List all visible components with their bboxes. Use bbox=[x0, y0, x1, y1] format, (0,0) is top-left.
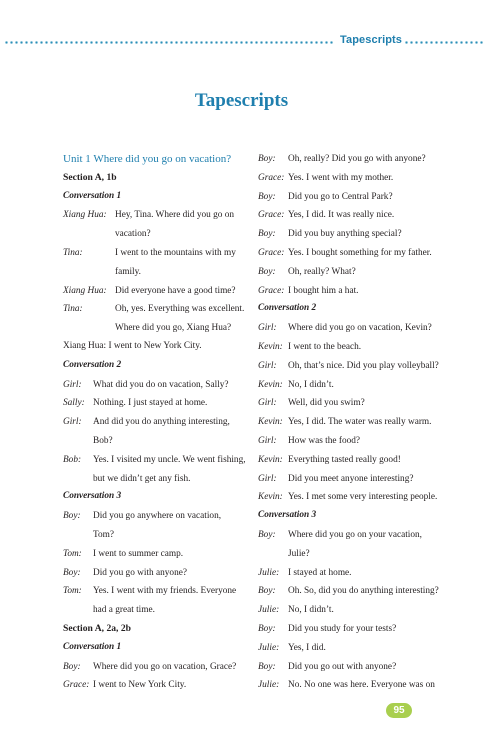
dialogue-text: Oh, really? Did you go with anyone? bbox=[288, 154, 426, 164]
dialogue-text: family. bbox=[115, 266, 141, 277]
conversation-heading: Conversation 3 bbox=[63, 491, 122, 502]
dialogue-line bbox=[258, 623, 458, 642]
dialogue-text: Yes, I did. bbox=[288, 642, 326, 653]
speaker-name: Girl: bbox=[63, 417, 82, 428]
dialogue-text: Well, did you swim? bbox=[288, 398, 365, 409]
dialogue-text: How was the food? bbox=[288, 435, 361, 446]
speaker-name: Tina: bbox=[63, 247, 83, 258]
speaker-name: Julie: bbox=[258, 642, 280, 653]
dialogue-text: Yes. I went with my mother. bbox=[288, 172, 394, 183]
dialogue-line bbox=[258, 153, 458, 172]
speaker-name: Boy: bbox=[258, 529, 276, 540]
dialogue-line bbox=[258, 604, 458, 623]
speaker-name: Kevin: bbox=[258, 454, 283, 465]
dialogue-text: Where did you go on vacation, Grace? bbox=[93, 661, 237, 672]
speaker-name: Xiang Hua: bbox=[63, 210, 107, 221]
conversation-heading: Conversation 2 bbox=[63, 359, 122, 370]
speaker-name: Kevin: bbox=[258, 492, 283, 503]
speaker-name: Girl: bbox=[63, 379, 82, 390]
unit-heading: Unit 1 Where did you go on vacation? bbox=[63, 153, 232, 165]
dialogue-line bbox=[63, 585, 251, 604]
conversation-heading: Conversation 1 bbox=[63, 641, 122, 652]
conversation-heading: Conversation 2 bbox=[258, 303, 317, 314]
dialogue-text: I went to the beach. bbox=[288, 341, 362, 352]
dialogue-line bbox=[63, 416, 251, 435]
speaker-name: Boy: bbox=[258, 661, 276, 672]
dialogue-line bbox=[258, 247, 458, 266]
dialogue-line bbox=[258, 642, 458, 661]
running-header-label: Tapescripts bbox=[340, 34, 403, 46]
dialogue-line bbox=[63, 397, 251, 416]
speaker-name: Xiang Hua: bbox=[63, 285, 107, 296]
dialogue-continuation bbox=[63, 473, 251, 492]
speaker-name: Grace: bbox=[258, 247, 285, 258]
dialogue-text: Julie? bbox=[288, 548, 310, 559]
dialogue-text: Hey, Tina. Where did you go on bbox=[115, 210, 235, 221]
dialogue-line bbox=[258, 435, 458, 454]
conversation-heading: Conversation 1 bbox=[63, 190, 122, 201]
dialogue-line bbox=[258, 397, 458, 416]
dialogue-text: I went to New York City. bbox=[93, 680, 187, 691]
speaker-name: Julie: bbox=[258, 605, 280, 616]
dialogue-text: I went to the mountains with my bbox=[115, 247, 236, 258]
dialogue-text: Did everyone have a good time? bbox=[115, 285, 236, 296]
dialogue-line bbox=[63, 567, 251, 586]
dialogue-line bbox=[258, 491, 458, 510]
dialogue-text: I went to summer camp. bbox=[93, 548, 184, 559]
speaker-name: Grace: bbox=[63, 680, 90, 691]
dialogue-line bbox=[258, 529, 458, 548]
dialogue-line bbox=[258, 285, 458, 304]
speaker-name: Tom: bbox=[63, 586, 82, 597]
dialogue-text: Yes. I met some very interesting people. bbox=[288, 492, 438, 503]
dialogue-text: Tom? bbox=[93, 529, 115, 540]
dialogue-line bbox=[258, 341, 458, 360]
dialogue-line bbox=[63, 510, 251, 529]
speaker-name: Grace: bbox=[258, 172, 285, 183]
dialogue-text: Where did you go, Xiang Hua? bbox=[115, 323, 232, 334]
dialogue-line bbox=[258, 172, 458, 191]
header-dots-right bbox=[404, 41, 483, 44]
dialogue-line bbox=[258, 567, 458, 586]
speaker-name: Kevin: bbox=[258, 341, 283, 352]
dialogue-text: Did you go out with anyone? bbox=[288, 661, 397, 672]
dialogue-text: vacation? bbox=[115, 229, 151, 240]
dialogue-line bbox=[258, 228, 458, 247]
dialogue-line bbox=[63, 661, 251, 680]
section-heading: Section A, 2a, 2b bbox=[63, 622, 131, 634]
dialogue-text: Where did you go on vacation, Kevin? bbox=[288, 323, 432, 334]
dialogue-text: Did you study for your tests? bbox=[288, 623, 397, 634]
speaker-name: Boy: bbox=[258, 586, 276, 597]
conversation-heading: Conversation 3 bbox=[258, 510, 317, 521]
speaker-name: Julie: bbox=[258, 680, 280, 691]
dialogue-line bbox=[63, 209, 251, 228]
dialogue-continuation bbox=[63, 266, 251, 285]
speaker-name: Boy: bbox=[63, 511, 81, 522]
speaker-name: Sally: bbox=[63, 398, 85, 409]
dialogue-text: No, I didn’t. bbox=[288, 605, 334, 616]
dialogue-text: No, I didn’t. bbox=[288, 379, 334, 390]
dialogue-line bbox=[63, 679, 251, 698]
dialogue-text: Bob? bbox=[93, 435, 113, 446]
speaker-name: Boy: bbox=[63, 661, 81, 672]
page-number: 95 bbox=[386, 703, 412, 718]
dialogue-line bbox=[258, 473, 458, 492]
dialogue-continuation bbox=[63, 529, 251, 548]
dialogue-line bbox=[63, 303, 251, 322]
dialogue-text: And did you do anything interesting, bbox=[93, 417, 230, 428]
section-heading: Section A, 1b bbox=[63, 171, 117, 183]
dialogue-line bbox=[258, 322, 458, 341]
left-column bbox=[63, 153, 251, 698]
speaker-name: Girl: bbox=[258, 398, 277, 409]
page-title: Tapescripts bbox=[194, 90, 289, 111]
dialogue-text: Oh, that’s nice. Did you play volleyball? bbox=[288, 360, 439, 371]
dialogue-text: Yes, I did. The water was really warm. bbox=[288, 417, 432, 428]
dialogue-text: Yes. I went with my friends. Everyone bbox=[93, 586, 237, 597]
dialogue-text: Did you go to Central Park? bbox=[288, 191, 393, 202]
speaker-name: Bob: bbox=[63, 454, 82, 465]
speaker-name: Boy: bbox=[63, 567, 81, 578]
speaker-name: Boy: bbox=[258, 154, 276, 164]
dialogue-line bbox=[63, 548, 251, 567]
dialogue-text: No. No one was here. Everyone was on bbox=[288, 680, 435, 691]
right-column bbox=[258, 153, 458, 698]
dialogue-text: had a great time. bbox=[93, 605, 155, 616]
dialogue-line bbox=[258, 191, 458, 210]
dialogue-continuation bbox=[63, 322, 251, 341]
speaker-name: Julie: bbox=[258, 567, 280, 578]
dialogue-text: I bought him a hat. bbox=[288, 285, 359, 296]
speaker-name: Tina: bbox=[63, 304, 83, 315]
speaker-name: Boy: bbox=[258, 623, 276, 634]
dialogue-line bbox=[258, 379, 458, 398]
speaker-name: Grace: bbox=[258, 285, 285, 296]
speaker-name: Grace: bbox=[258, 210, 285, 221]
dialogue-line bbox=[63, 285, 251, 304]
dialogue-text: Did you meet anyone interesting? bbox=[288, 473, 414, 484]
dialogue-line bbox=[63, 379, 251, 398]
dialogue-line bbox=[258, 360, 458, 379]
dialogue-line bbox=[258, 454, 458, 473]
dialogue-continuation bbox=[63, 435, 251, 454]
dialogue-line bbox=[63, 454, 251, 473]
dialogue-text: Oh, really? What? bbox=[288, 266, 356, 277]
dialogue-line bbox=[258, 416, 458, 435]
speaker-name: Tom: bbox=[63, 548, 82, 559]
speaker-name: Kevin: bbox=[258, 379, 283, 390]
dialogue-text: Did you go anywhere on vacation, bbox=[93, 511, 222, 522]
dialogue-line bbox=[258, 661, 458, 680]
dialogue-line bbox=[258, 679, 458, 698]
dialogue-text: Did you buy anything special? bbox=[288, 229, 402, 240]
dialogue-text: Where did you go on your vacation, bbox=[288, 529, 422, 540]
dialogue-text: Everything tasted really good! bbox=[288, 454, 401, 465]
dialogue-line: Xiang Hua: I went to New York City. bbox=[63, 340, 202, 351]
dialogue-text: Yes, I did. It was really nice. bbox=[288, 210, 395, 221]
speaker-name: Girl: bbox=[258, 435, 277, 446]
dialogue-text: Oh, yes. Everything was excellent. bbox=[115, 304, 245, 315]
dialogue-text: Did you go with anyone? bbox=[93, 567, 187, 578]
speaker-name: Boy: bbox=[258, 266, 276, 277]
dialogue-continuation bbox=[63, 228, 251, 247]
dialogue-text: Nothing. I just stayed at home. bbox=[93, 398, 208, 409]
dialogue-continuation bbox=[63, 604, 251, 623]
dialogue-text: but we didn’t get any fish. bbox=[93, 473, 191, 484]
running-header bbox=[0, 34, 483, 50]
speaker-name: Boy: bbox=[258, 229, 276, 240]
speaker-name: Boy: bbox=[258, 191, 276, 202]
header-dots-left bbox=[4, 41, 334, 44]
dialogue-text: Oh. So, did you do anything interesting? bbox=[288, 586, 439, 597]
dialogue-continuation bbox=[258, 548, 458, 567]
dialogue-line bbox=[258, 266, 458, 285]
speaker-name: Kevin: bbox=[258, 417, 283, 428]
dialogue-text: What did you do on vacation, Sally? bbox=[93, 379, 229, 390]
speaker-name: Girl: bbox=[258, 323, 277, 334]
dialogue-line bbox=[258, 209, 458, 228]
dialogue-line bbox=[258, 585, 458, 604]
speaker-name: Girl: bbox=[258, 360, 277, 371]
dialogue-text: Yes. I bought something for my father. bbox=[288, 247, 432, 258]
dialogue-text: Yes. I visited my uncle. We went fishing, bbox=[93, 454, 246, 465]
dialogue-line bbox=[63, 247, 251, 266]
dialogue-text: I stayed at home. bbox=[288, 567, 352, 578]
speaker-name: Girl: bbox=[258, 473, 277, 484]
